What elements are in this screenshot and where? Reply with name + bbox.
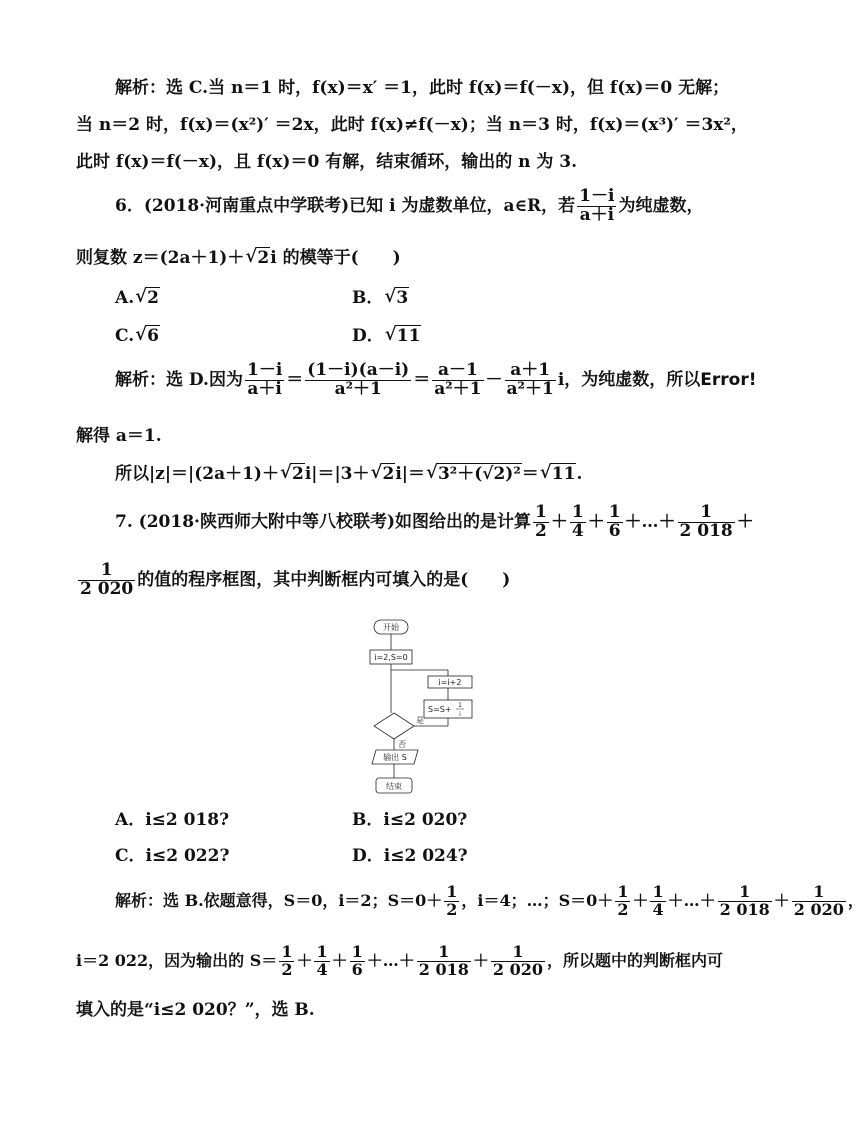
flowchart	[356, 618, 462, 798]
sol7-line-1	[115, 884, 864, 919]
sol7-l1-b: ，i＝4；…；S＝0＋	[461, 890, 614, 910]
q6-stem-c: 则复数 z＝(2a＋1)＋	[76, 248, 245, 268]
sol6-frac-4-den: a²＋1	[506, 378, 554, 399]
sol7-l2-frac-2-num: 1	[316, 942, 328, 961]
q7-frac-5	[78, 562, 135, 599]
q6-option-d-label: D．	[352, 326, 384, 346]
q6-option-d-sqrt	[386, 328, 422, 345]
q7-plus-end: ＋	[736, 511, 754, 532]
sol6-frac-3-num: a－1	[432, 362, 483, 381]
sol6-frac-2-den: a²＋1	[334, 378, 382, 399]
sol7-frac-5-den: 2 020	[793, 899, 844, 919]
q6-line-2	[76, 250, 401, 267]
flow-no-label: 否	[398, 740, 406, 749]
q6-option-c	[115, 328, 160, 345]
q7-frac-5-den: 2 020	[80, 578, 134, 599]
q7-frac-5-num: 1	[78, 562, 135, 581]
sol6-l3-b: i|＝|3＋	[304, 464, 370, 484]
q7-frac-3-den: 6	[608, 520, 621, 541]
sol7-l2-frac-2-den: 4	[316, 959, 328, 979]
sol7-frac-3-num: 1	[652, 882, 664, 901]
sol7-frac-2	[615, 884, 630, 919]
q7-plus-1: ＋	[550, 511, 568, 532]
sol7-frac-4	[718, 884, 772, 919]
sol7-l2-frac-5	[491, 944, 545, 979]
q6-option-c-label: C.	[115, 326, 135, 346]
sol7-frac-3-den: 4	[652, 899, 664, 919]
q6-option-a-label: A.	[115, 288, 135, 308]
sol7-line-3: 填入的是“i≤2 020？”，选 B.	[76, 1000, 315, 1020]
q6-frac-num: 1－i	[579, 186, 615, 206]
q7-frac-3-num: 1	[608, 502, 621, 522]
sol6-sqrt-4	[541, 466, 577, 483]
sol6-line-1	[115, 362, 756, 399]
q7-stem-a: 7. (2018·陕西师大附中等八校联考)如图给出的是计算	[115, 511, 531, 532]
sol6-frac-2-num: (1－i)(a－i)	[307, 360, 410, 380]
q7-dots: ＋…＋	[624, 511, 676, 532]
q6-sqrt-radicand: 2	[257, 248, 270, 268]
sol7-l2-plus-2: ＋	[331, 950, 348, 970]
flow-inc-text: i=i+2	[438, 678, 462, 687]
sol5-line-1: 解析：选 C.当 n＝1 时，f(x)＝x′ ＝1，此时 f(x)＝f(－x)，但 f(x)＝0 无解；	[115, 78, 730, 98]
q6-sqrt	[246, 250, 270, 267]
sol7-frac-4-num: 1	[718, 884, 772, 902]
q7-line-2	[76, 562, 510, 599]
sol6-sqrt-3	[427, 466, 522, 483]
q6-stem-d: i 的模等于( )	[270, 248, 401, 268]
sol6-minus: －	[485, 369, 503, 390]
flow-start-text: 开始	[383, 623, 399, 632]
sol6-sqrt-1	[281, 466, 305, 483]
q6-option-a	[115, 290, 160, 307]
sol6-eq-2: ＝	[413, 369, 431, 390]
q6-option-a-sqrt	[136, 290, 160, 307]
flow-yes-label: 是	[416, 716, 424, 725]
sol5-line-2: 当 n＝2 时，f(x)＝(x²)′ ＝2x，此时 f(x)≠f(－x)；当 n＝3 时，f(x)＝(x³)′ ＝3x²，	[76, 115, 748, 135]
flow-decision-diamond	[374, 713, 414, 739]
sol6-post: i，为纯虚数，所以	[557, 369, 701, 390]
q7-frac-4	[678, 504, 735, 541]
sol6-error-text: Error!	[700, 369, 757, 390]
sol7-l2-frac-1-den: 2	[281, 959, 293, 979]
sol7-l1-end: ，	[847, 890, 864, 910]
flow-acc-text: S=S+	[428, 705, 452, 714]
q7-frac-1-num: 1	[535, 502, 547, 522]
sol7-l2-frac-5-num: 1	[491, 944, 545, 962]
q6-stem-b: 为纯虚数，	[618, 195, 704, 216]
q7-frac-3	[607, 504, 623, 541]
sol6-eq-1: ＝	[286, 369, 304, 390]
sol6-frac-2	[305, 362, 411, 399]
sol7-l2-frac-3	[350, 944, 365, 979]
sol7-frac-5-num: 1	[792, 884, 846, 902]
q6-option-a-value: 2	[147, 288, 159, 308]
sol7-l2-frac-1	[279, 944, 294, 979]
sol7-frac-3	[650, 884, 665, 919]
sol6-line-3	[115, 466, 582, 483]
sol7-plus-2: ＋	[773, 890, 790, 910]
sol7-l2-frac-4-num: 1	[417, 944, 471, 962]
q7-frac-2-num: 1	[571, 502, 584, 522]
sol7-l2-plus-3: ＋	[472, 950, 489, 970]
sol7-l2-frac-2	[314, 944, 329, 979]
q6-option-b	[352, 290, 409, 307]
flow-output-text: 输出 S	[383, 753, 407, 762]
sol6-frac-1-num: 1－i	[246, 360, 283, 380]
q7-option-d: D．i≤2 024?	[352, 846, 468, 866]
q6-option-b-sqrt	[385, 290, 409, 307]
sol7-l2-frac-1-num: 1	[281, 942, 293, 961]
q7-option-b: B．i≤2 020?	[352, 810, 468, 830]
sol6-l3-e: .	[576, 464, 583, 484]
sol7-l2-frac-3-den: 6	[351, 959, 363, 979]
sol6-sqrt-4-val: 11	[551, 464, 576, 484]
sol6-sqrt-3-val: 3²＋(√2)²	[437, 464, 521, 484]
sol6-l3-d: ＝	[521, 464, 539, 484]
q7-frac-1	[533, 504, 549, 541]
q6-option-b-value: 3	[396, 288, 409, 308]
sol7-frac-1-den: 2	[446, 899, 458, 919]
sol6-sqrt-2	[371, 466, 395, 483]
sol7-frac-2-num: 1	[617, 882, 629, 901]
q7-frac-1-den: 2	[535, 520, 547, 541]
sol7-l2-frac-4-den: 2 018	[418, 959, 469, 979]
sol7-l2-b: ，所以题中的判断框内可	[547, 950, 724, 970]
q6-fraction	[577, 188, 616, 225]
q7-line-1	[115, 504, 754, 541]
sol7-l2-dots: ＋…＋	[366, 950, 415, 970]
sol7-l1-a: 解析：选 B.依题意得，S＝0，i＝2；S＝0＋	[115, 890, 443, 910]
q6-option-b-label: B．	[352, 288, 384, 308]
sol6-frac-1-den: a＋i	[247, 378, 282, 399]
flow-acc-frac-num: 1	[458, 702, 462, 709]
q7-frac-2-den: 4	[571, 520, 584, 541]
q6-option-c-sqrt	[136, 328, 160, 345]
q6-option-d	[352, 328, 421, 345]
sol6-frac-4	[505, 362, 556, 399]
sol7-frac-1-num: 1	[446, 882, 458, 901]
sol7-l2-frac-3-num: 1	[351, 942, 363, 961]
q7-frac-2	[570, 504, 586, 541]
q6-frac-den: a＋i	[579, 204, 615, 225]
q7-frac-4-num: 1	[678, 504, 735, 523]
sol6-l3-a: 所以|z|＝|(2a＋1)＋	[115, 464, 279, 484]
sol7-dots-1: ＋…＋	[667, 890, 716, 910]
sol6-sqrt-1-val: 2	[291, 464, 304, 484]
sol6-frac-1	[245, 362, 284, 399]
sol7-frac-1	[444, 884, 459, 919]
sol6-l3-c: i|＝	[395, 464, 425, 484]
sol6-frac-3	[432, 362, 483, 399]
flow-acc-frac-den: i	[459, 711, 461, 718]
sol7-l2-frac-5-den: 2 020	[492, 959, 544, 979]
sol7-frac-5	[792, 884, 846, 919]
sol7-l2-plus-1: ＋	[296, 950, 313, 970]
sol6-sqrt-2-val: 2	[382, 464, 395, 484]
sol6-frac-4-num: a＋1	[505, 362, 556, 381]
q7-plus-2: ＋	[587, 511, 605, 532]
sol6-pre: 解析：选 D.因为	[115, 369, 243, 390]
q6-line-1	[115, 188, 703, 225]
flow-end-text: 结束	[386, 782, 402, 791]
q6-option-d-value: 11	[396, 326, 421, 346]
sol7-frac-4-den: 2 018	[719, 899, 770, 919]
sol6-line-2: 解得 a＝1.	[76, 426, 162, 446]
sol7-l2-a: i＝2 022，因为输出的 S＝	[76, 950, 278, 970]
sol7-plus-1: ＋	[632, 890, 649, 910]
sol7-frac-2-den: 2	[617, 899, 629, 919]
q7-stem-b: 的值的程序框图，其中判断框内可填入的是( )	[137, 569, 511, 590]
sol7-l2-frac-4	[417, 944, 471, 979]
q6-stem-a: 6．(2018·河南重点中学联考)已知 i 为虚数单位，a∈R，若	[115, 195, 576, 216]
sol7-line-2	[76, 944, 723, 979]
sol5-line-3: 此时 f(x)＝f(－x)，且 f(x)＝0 有解，结束循环，输出的 n 为 3.	[76, 152, 578, 172]
q6-option-c-value: 6	[147, 326, 159, 346]
q7-option-c: C．i≤2 022?	[115, 846, 230, 866]
sol6-frac-3-den: a²＋1	[434, 378, 482, 399]
q7-option-a: A．i≤2 018?	[115, 810, 230, 830]
flow-init-text: i=2,S=0	[374, 653, 408, 662]
q7-frac-4-den: 2 018	[679, 520, 733, 541]
